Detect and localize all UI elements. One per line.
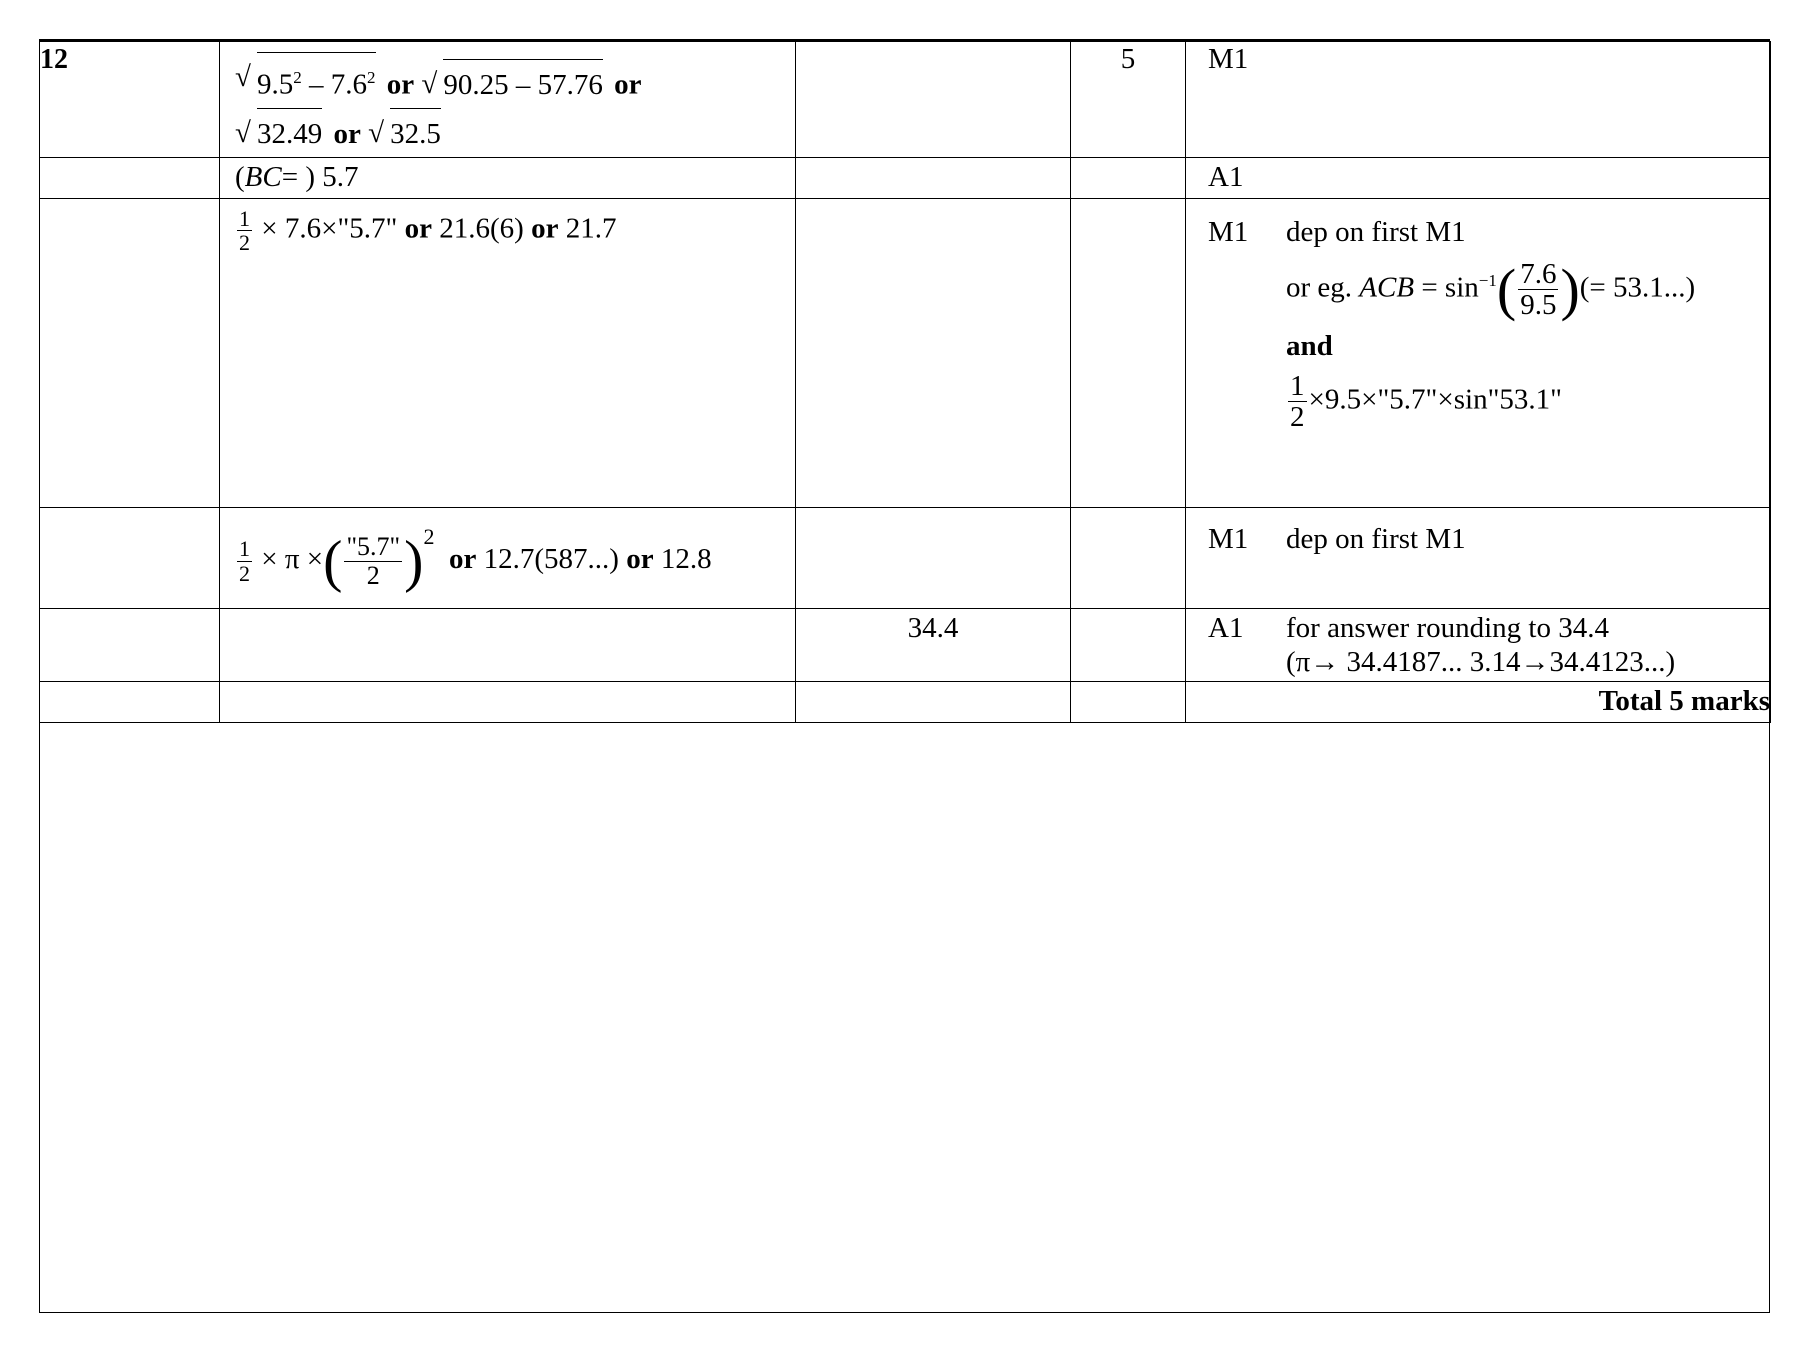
fraction-half: $\frac{1}{2}$ bbox=[239, 536, 250, 586]
question-number: 12 bbox=[40, 42, 220, 158]
fraction: $\frac{7.6}{9.5}$ bbox=[1520, 257, 1557, 322]
answer-cell: 34.4 bbox=[796, 608, 1071, 681]
table-row bbox=[40, 681, 1771, 722]
table-row bbox=[40, 157, 1771, 198]
mark-cell: A1 for answer rounding to 34.4 (π→ 34.4187... 3.14→34.4123...) bbox=[1186, 608, 1771, 681]
mark-cell: M1 bbox=[1186, 42, 1771, 158]
sqrt-expression: √ 32.49 bbox=[235, 108, 322, 157]
sqrt-expression: √ $9.5^2 - 7.6^2$ bbox=[235, 52, 376, 108]
working-cell: $\frac{1}{2}$ × π ×( $\frac{"5.7"}{2}$ )$^2$ or 12.7(587...) or 12.8 bbox=[220, 507, 796, 608]
fraction-half: $\frac{1}{2}$ bbox=[1290, 369, 1305, 433]
working-cell: (BC= ) 5.7 bbox=[220, 157, 796, 198]
table-row bbox=[40, 507, 1771, 608]
notes: for answer rounding to 34.4 (π→ 34.4187... 3.14→34.4123...) bbox=[1286, 611, 1676, 678]
fraction: $\frac{"5.7"}{2}$ bbox=[346, 532, 401, 590]
mark-scheme-table bbox=[39, 41, 1771, 723]
table-row bbox=[40, 608, 1771, 681]
fraction-half: $\frac{1}{2}$ bbox=[239, 205, 250, 255]
mark-cell: M1 dep on first M1 or eg. ACB = $\sin^{-1}$( $\frac{7.6}{9.5}$ )(= 53.1...) and $\frac{1}{2}$ ×9.5×"5.7"×sin"53.1" bbox=[1186, 198, 1771, 507]
mark-cell: M1 dep on first M1 bbox=[1186, 507, 1771, 608]
table-row bbox=[40, 42, 1771, 158]
mark-cell: A1 bbox=[1186, 157, 1771, 198]
sqrt-expression: √ 90.25 – 57.76 bbox=[421, 59, 603, 108]
max-mark-cell: 5 bbox=[1071, 42, 1186, 158]
table-row bbox=[40, 198, 1771, 507]
working-cell: √ $9.5^2 - 7.6^2$ or √ 90.25 – 57.76 or √ 32.49 or √ 32.5 bbox=[220, 42, 796, 158]
notes: dep on first M1 or eg. ACB = $\sin^{-1}$( $\frac{7.6}{9.5}$ )(= 53.1...) and $\frac{1}{2}$ ×9.5×"5.7"×sin"53.1" bbox=[1286, 215, 1696, 433]
answer-cell bbox=[796, 42, 1071, 158]
total-marks: Total 5 marks bbox=[1186, 681, 1771, 722]
working-cell: $\frac{1}{2}$ × 7.6×"5.7" or 21.6(6) or 21.7 bbox=[220, 198, 796, 507]
sqrt-expression: √ 32.5 bbox=[368, 108, 441, 157]
